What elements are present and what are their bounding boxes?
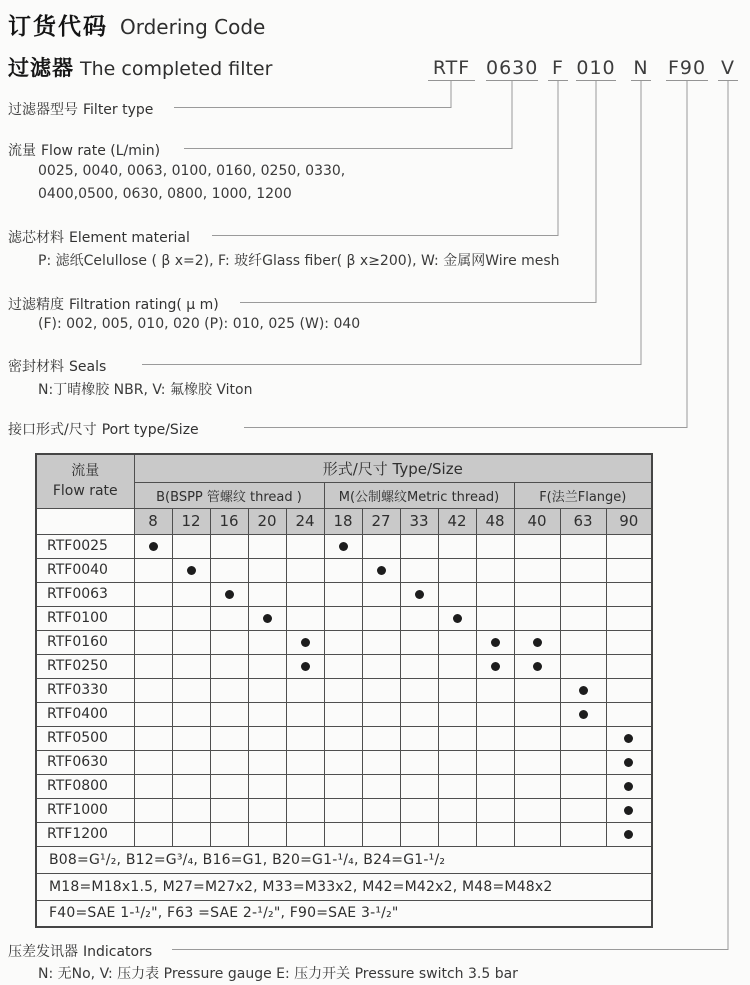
availability-cell [210, 534, 248, 558]
model-cell: RTF0330 [36, 678, 134, 702]
availability-cell [324, 750, 362, 774]
code-part-port: F90 [667, 57, 707, 79]
size-header-blank-cell [36, 508, 134, 534]
availability-cell [248, 582, 286, 606]
availability-cell [362, 558, 400, 582]
availability-cell [606, 822, 652, 846]
availability-dot [453, 614, 462, 623]
availability-dot [579, 686, 588, 695]
code-part-model: RTF [428, 57, 475, 81]
table-row [36, 534, 652, 558]
code-part-material: F [548, 57, 568, 81]
availability-cell [248, 774, 286, 798]
availability-cell [476, 534, 514, 558]
availability-cell [362, 606, 400, 630]
availability-cell [324, 654, 362, 678]
size-header-cell: 42 [438, 508, 476, 534]
seals-options: N:丁晴橡胶 NBR, V: 氟橡胶 Viton [38, 382, 253, 398]
availability-cell [362, 750, 400, 774]
availability-cell [560, 654, 606, 678]
flow-rate-header-cell: 流量 Flow rate [36, 454, 134, 508]
availability-cell [210, 630, 248, 654]
availability-dot [187, 566, 196, 575]
availability-dot [624, 806, 633, 815]
availability-cell [400, 630, 438, 654]
availability-cell [606, 798, 652, 822]
availability-cell [560, 678, 606, 702]
availability-cell [514, 822, 560, 846]
availability-cell [324, 558, 362, 582]
size-header-cell: 18 [324, 508, 362, 534]
availability-cell [606, 630, 652, 654]
availability-cell [438, 558, 476, 582]
availability-cell [172, 654, 210, 678]
table-row [36, 630, 652, 654]
availability-cell [514, 654, 560, 678]
availability-cell [400, 702, 438, 726]
size-header-cell: 63 [560, 508, 606, 534]
availability-dot [301, 638, 310, 647]
availability-cell [210, 582, 248, 606]
model-cell: RTF0063 [36, 582, 134, 606]
availability-dot [491, 638, 500, 647]
table-row [36, 846, 652, 873]
availability-cell [248, 798, 286, 822]
table-row [36, 900, 652, 927]
availability-cell [438, 702, 476, 726]
availability-cell [560, 582, 606, 606]
availability-cell [606, 750, 652, 774]
availability-cell [400, 558, 438, 582]
connector-filter-type [174, 81, 451, 108]
flow-rate-values-line2: 0400,0500, 0630, 0800, 1000, 1200 [38, 186, 292, 202]
section-title-en: The completed filter [80, 58, 273, 80]
availability-cell [438, 678, 476, 702]
availability-cell [560, 726, 606, 750]
table-row [36, 702, 652, 726]
availability-cell [210, 702, 248, 726]
availability-cell [606, 774, 652, 798]
availability-cell [210, 774, 248, 798]
availability-cell [324, 606, 362, 630]
model-cell: RTF0025 [36, 534, 134, 558]
availability-cell [248, 534, 286, 558]
model-cell: RTF1000 [36, 798, 134, 822]
availability-cell [210, 726, 248, 750]
table-row [36, 454, 652, 482]
availability-cell [172, 822, 210, 846]
availability-cell [400, 606, 438, 630]
label-element-material: 滤芯材料 Element material [8, 230, 190, 246]
availability-cell [172, 582, 210, 606]
availability-dot [377, 566, 386, 575]
availability-cell [134, 726, 172, 750]
availability-cell [286, 822, 324, 846]
availability-cell [514, 798, 560, 822]
availability-cell [210, 606, 248, 630]
availability-cell [514, 606, 560, 630]
availability-cell [362, 774, 400, 798]
table-row [36, 678, 652, 702]
availability-cell [362, 678, 400, 702]
page-title [8, 8, 265, 41]
availability-cell [606, 582, 652, 606]
size-header-cell: 90 [606, 508, 652, 534]
availability-cell [438, 726, 476, 750]
availability-cell [362, 726, 400, 750]
model-cell: RTF1200 [36, 822, 134, 846]
availability-cell [560, 822, 606, 846]
availability-cell [560, 798, 606, 822]
availability-cell [210, 654, 248, 678]
table-row [36, 774, 652, 798]
availability-cell [514, 750, 560, 774]
availability-cell [362, 582, 400, 606]
availability-cell [134, 558, 172, 582]
table-row [36, 582, 652, 606]
availability-cell [324, 774, 362, 798]
code-part-seal: N [631, 57, 651, 81]
group-header-cell: B(BSPP 管螺纹 thread ) [134, 482, 324, 508]
table-row [36, 750, 652, 774]
availability-cell [134, 630, 172, 654]
model-cell: RTF0400 [36, 702, 134, 726]
table-row [36, 558, 652, 582]
port-size-table-body [36, 454, 652, 927]
availability-dot [624, 734, 633, 743]
availability-dot [225, 590, 234, 599]
availability-cell [606, 558, 652, 582]
availability-cell [324, 726, 362, 750]
availability-dot [624, 830, 633, 839]
availability-cell [606, 534, 652, 558]
availability-cell [286, 750, 324, 774]
availability-dot [263, 614, 272, 623]
availability-cell [286, 678, 324, 702]
availability-cell [560, 558, 606, 582]
availability-cell [514, 582, 560, 606]
size-header-cell: 48 [476, 508, 514, 534]
availability-dot [491, 662, 500, 671]
availability-cell [248, 678, 286, 702]
size-header-cell: 8 [134, 508, 172, 534]
availability-cell [560, 630, 606, 654]
availability-cell [400, 822, 438, 846]
availability-cell [286, 606, 324, 630]
size-header-cell: 33 [400, 508, 438, 534]
availability-cell [560, 606, 606, 630]
page-title-en: Ordering Code [120, 15, 266, 39]
footnote-cell: B08=G¹/₂, B12=G³/₄, B16=G1, B20=G1-¹/₄, B24=G1-¹/₂ [36, 846, 652, 873]
availability-cell [248, 750, 286, 774]
availability-cell [560, 750, 606, 774]
availability-cell [438, 654, 476, 678]
availability-cell [400, 534, 438, 558]
availability-dot [301, 662, 310, 671]
availability-cell [286, 630, 324, 654]
availability-cell [400, 678, 438, 702]
connector-flow-rate [184, 81, 512, 149]
availability-cell [476, 558, 514, 582]
model-cell: RTF0100 [36, 606, 134, 630]
availability-cell [286, 798, 324, 822]
availability-cell [134, 606, 172, 630]
availability-cell [476, 678, 514, 702]
availability-cell [248, 822, 286, 846]
size-header-cell: 12 [172, 508, 210, 534]
availability-cell [362, 654, 400, 678]
availability-cell [400, 774, 438, 798]
availability-cell [400, 798, 438, 822]
availability-cell [172, 726, 210, 750]
availability-cell [560, 774, 606, 798]
availability-cell [324, 534, 362, 558]
code-part-rating: 010 [576, 57, 616, 79]
availability-cell [172, 798, 210, 822]
availability-cell [606, 606, 652, 630]
availability-cell [476, 822, 514, 846]
availability-cell [134, 750, 172, 774]
table-row [36, 726, 652, 750]
availability-cell [362, 630, 400, 654]
availability-cell [172, 678, 210, 702]
availability-cell [438, 750, 476, 774]
table-row [36, 822, 652, 846]
section-title [8, 52, 272, 82]
availability-cell [286, 702, 324, 726]
availability-cell [362, 798, 400, 822]
availability-cell [514, 678, 560, 702]
availability-cell [172, 750, 210, 774]
availability-cell [438, 822, 476, 846]
availability-cell [438, 534, 476, 558]
availability-cell [248, 702, 286, 726]
availability-cell [210, 678, 248, 702]
indicators-options: N: 无No, V: 压力表 Pressure gauge E: 压力开关 Pressure switch 3.5 bar [38, 966, 518, 982]
availability-cell [438, 606, 476, 630]
availability-cell [476, 798, 514, 822]
section-title-zh: 过滤器 [8, 56, 74, 80]
availability-dot [624, 782, 633, 791]
availability-cell [248, 726, 286, 750]
availability-cell [606, 678, 652, 702]
availability-cell [172, 534, 210, 558]
label-filtration-rating: 过滤精度 Filtration rating( μ m) [8, 297, 219, 313]
availability-cell [476, 630, 514, 654]
availability-cell [400, 726, 438, 750]
code-part-indicator: V [718, 57, 738, 81]
table-row [36, 654, 652, 678]
availability-cell [134, 678, 172, 702]
availability-cell [172, 606, 210, 630]
size-header-cell: 40 [514, 508, 560, 534]
availability-cell [606, 654, 652, 678]
availability-dot [339, 542, 348, 551]
availability-cell [476, 654, 514, 678]
model-cell: RTF0040 [36, 558, 134, 582]
availability-cell [476, 702, 514, 726]
availability-cell [210, 750, 248, 774]
availability-cell [514, 558, 560, 582]
availability-cell [286, 654, 324, 678]
availability-cell [476, 582, 514, 606]
availability-cell [286, 582, 324, 606]
availability-dot [533, 662, 542, 671]
model-cell: RTF0500 [36, 726, 134, 750]
availability-cell [606, 702, 652, 726]
availability-cell [560, 702, 606, 726]
availability-cell [134, 822, 172, 846]
availability-cell [514, 702, 560, 726]
availability-cell [134, 798, 172, 822]
element-material-options: P: 滤纸Celullose ( β x=2), F: 玻纤Glass fiber( β x≥200), W: 金属网Wire mesh [38, 253, 560, 269]
availability-cell [514, 726, 560, 750]
availability-cell [476, 726, 514, 750]
availability-cell [400, 750, 438, 774]
availability-cell [134, 654, 172, 678]
availability-cell [438, 774, 476, 798]
size-header-cell: 20 [248, 508, 286, 534]
availability-cell [476, 606, 514, 630]
availability-cell [400, 582, 438, 606]
availability-cell [134, 774, 172, 798]
filtration-rating-options: (F): 002, 005, 010, 020 (P): 010, 025 (W): 040 [38, 316, 361, 332]
availability-dot [533, 638, 542, 647]
availability-cell [248, 654, 286, 678]
availability-cell [476, 750, 514, 774]
availability-cell [438, 798, 476, 822]
availability-cell [210, 822, 248, 846]
availability-cell [324, 678, 362, 702]
availability-cell [172, 630, 210, 654]
label-seals: 密封材料 Seals [8, 359, 107, 375]
availability-dot [624, 758, 633, 767]
availability-cell [324, 702, 362, 726]
label-filter-type: 过滤器型号 Filter type [8, 102, 154, 118]
availability-cell [324, 630, 362, 654]
availability-cell [400, 654, 438, 678]
model-cell: RTF0630 [36, 750, 134, 774]
availability-cell [248, 630, 286, 654]
availability-cell [210, 558, 248, 582]
model-cell: RTF0800 [36, 774, 134, 798]
code-part-flow: 0630 [486, 57, 539, 79]
availability-cell [286, 534, 324, 558]
availability-cell [134, 534, 172, 558]
availability-cell [324, 582, 362, 606]
availability-cell [324, 822, 362, 846]
label-flow-rate: 流量 Flow rate (L/min) [8, 143, 161, 159]
table-row [36, 798, 652, 822]
label-port-type: 接口形式/尺寸 Port type/Size [8, 422, 199, 438]
footnote-cell: M18=M18x1.5, M27=M27x2, M33=M33x2, M42=M42x2, M48=M48x2 [36, 873, 652, 900]
size-header-cell: 24 [286, 508, 324, 534]
availability-cell [560, 534, 606, 558]
availability-cell [514, 630, 560, 654]
label-indicators: 压差发讯器 Indicators [8, 944, 153, 960]
availability-dot [149, 542, 158, 551]
connector-element-material [212, 81, 558, 236]
table-row [36, 873, 652, 900]
availability-cell [286, 774, 324, 798]
port-size-table [35, 453, 653, 928]
group-header-cell: M(公制螺纹Metric thread) [324, 482, 514, 508]
size-header-cell: 16 [210, 508, 248, 534]
availability-cell [606, 726, 652, 750]
availability-cell [438, 582, 476, 606]
availability-cell [286, 558, 324, 582]
type-size-header-cell: 形式/尺寸 Type/Size [134, 454, 652, 482]
availability-cell [362, 534, 400, 558]
availability-cell [134, 582, 172, 606]
availability-cell [286, 726, 324, 750]
availability-cell [438, 630, 476, 654]
group-header-cell: F(法兰Flange) [514, 482, 652, 508]
availability-cell [210, 798, 248, 822]
availability-dot [415, 590, 424, 599]
availability-cell [172, 774, 210, 798]
table-row [36, 508, 652, 534]
size-header-cell: 27 [362, 508, 400, 534]
model-cell: RTF0160 [36, 630, 134, 654]
availability-cell [324, 798, 362, 822]
availability-cell [172, 558, 210, 582]
availability-cell [172, 702, 210, 726]
availability-cell [514, 534, 560, 558]
availability-cell [362, 702, 400, 726]
availability-cell [248, 606, 286, 630]
table-row [36, 606, 652, 630]
flow-rate-values-line1: 0025, 0040, 0063, 0100, 0160, 0250, 0330, [38, 163, 346, 179]
availability-cell [134, 702, 172, 726]
footnote-cell: F40=SAE 1-¹/₂", F63 =SAE 2-¹/₂", F90=SAE 3-¹/₂" [36, 900, 652, 927]
availability-cell [514, 774, 560, 798]
availability-cell [476, 774, 514, 798]
availability-cell [248, 558, 286, 582]
availability-dot [579, 710, 588, 719]
page-title-zh: 订货代码 [8, 14, 108, 40]
model-cell: RTF0250 [36, 654, 134, 678]
availability-cell [362, 822, 400, 846]
